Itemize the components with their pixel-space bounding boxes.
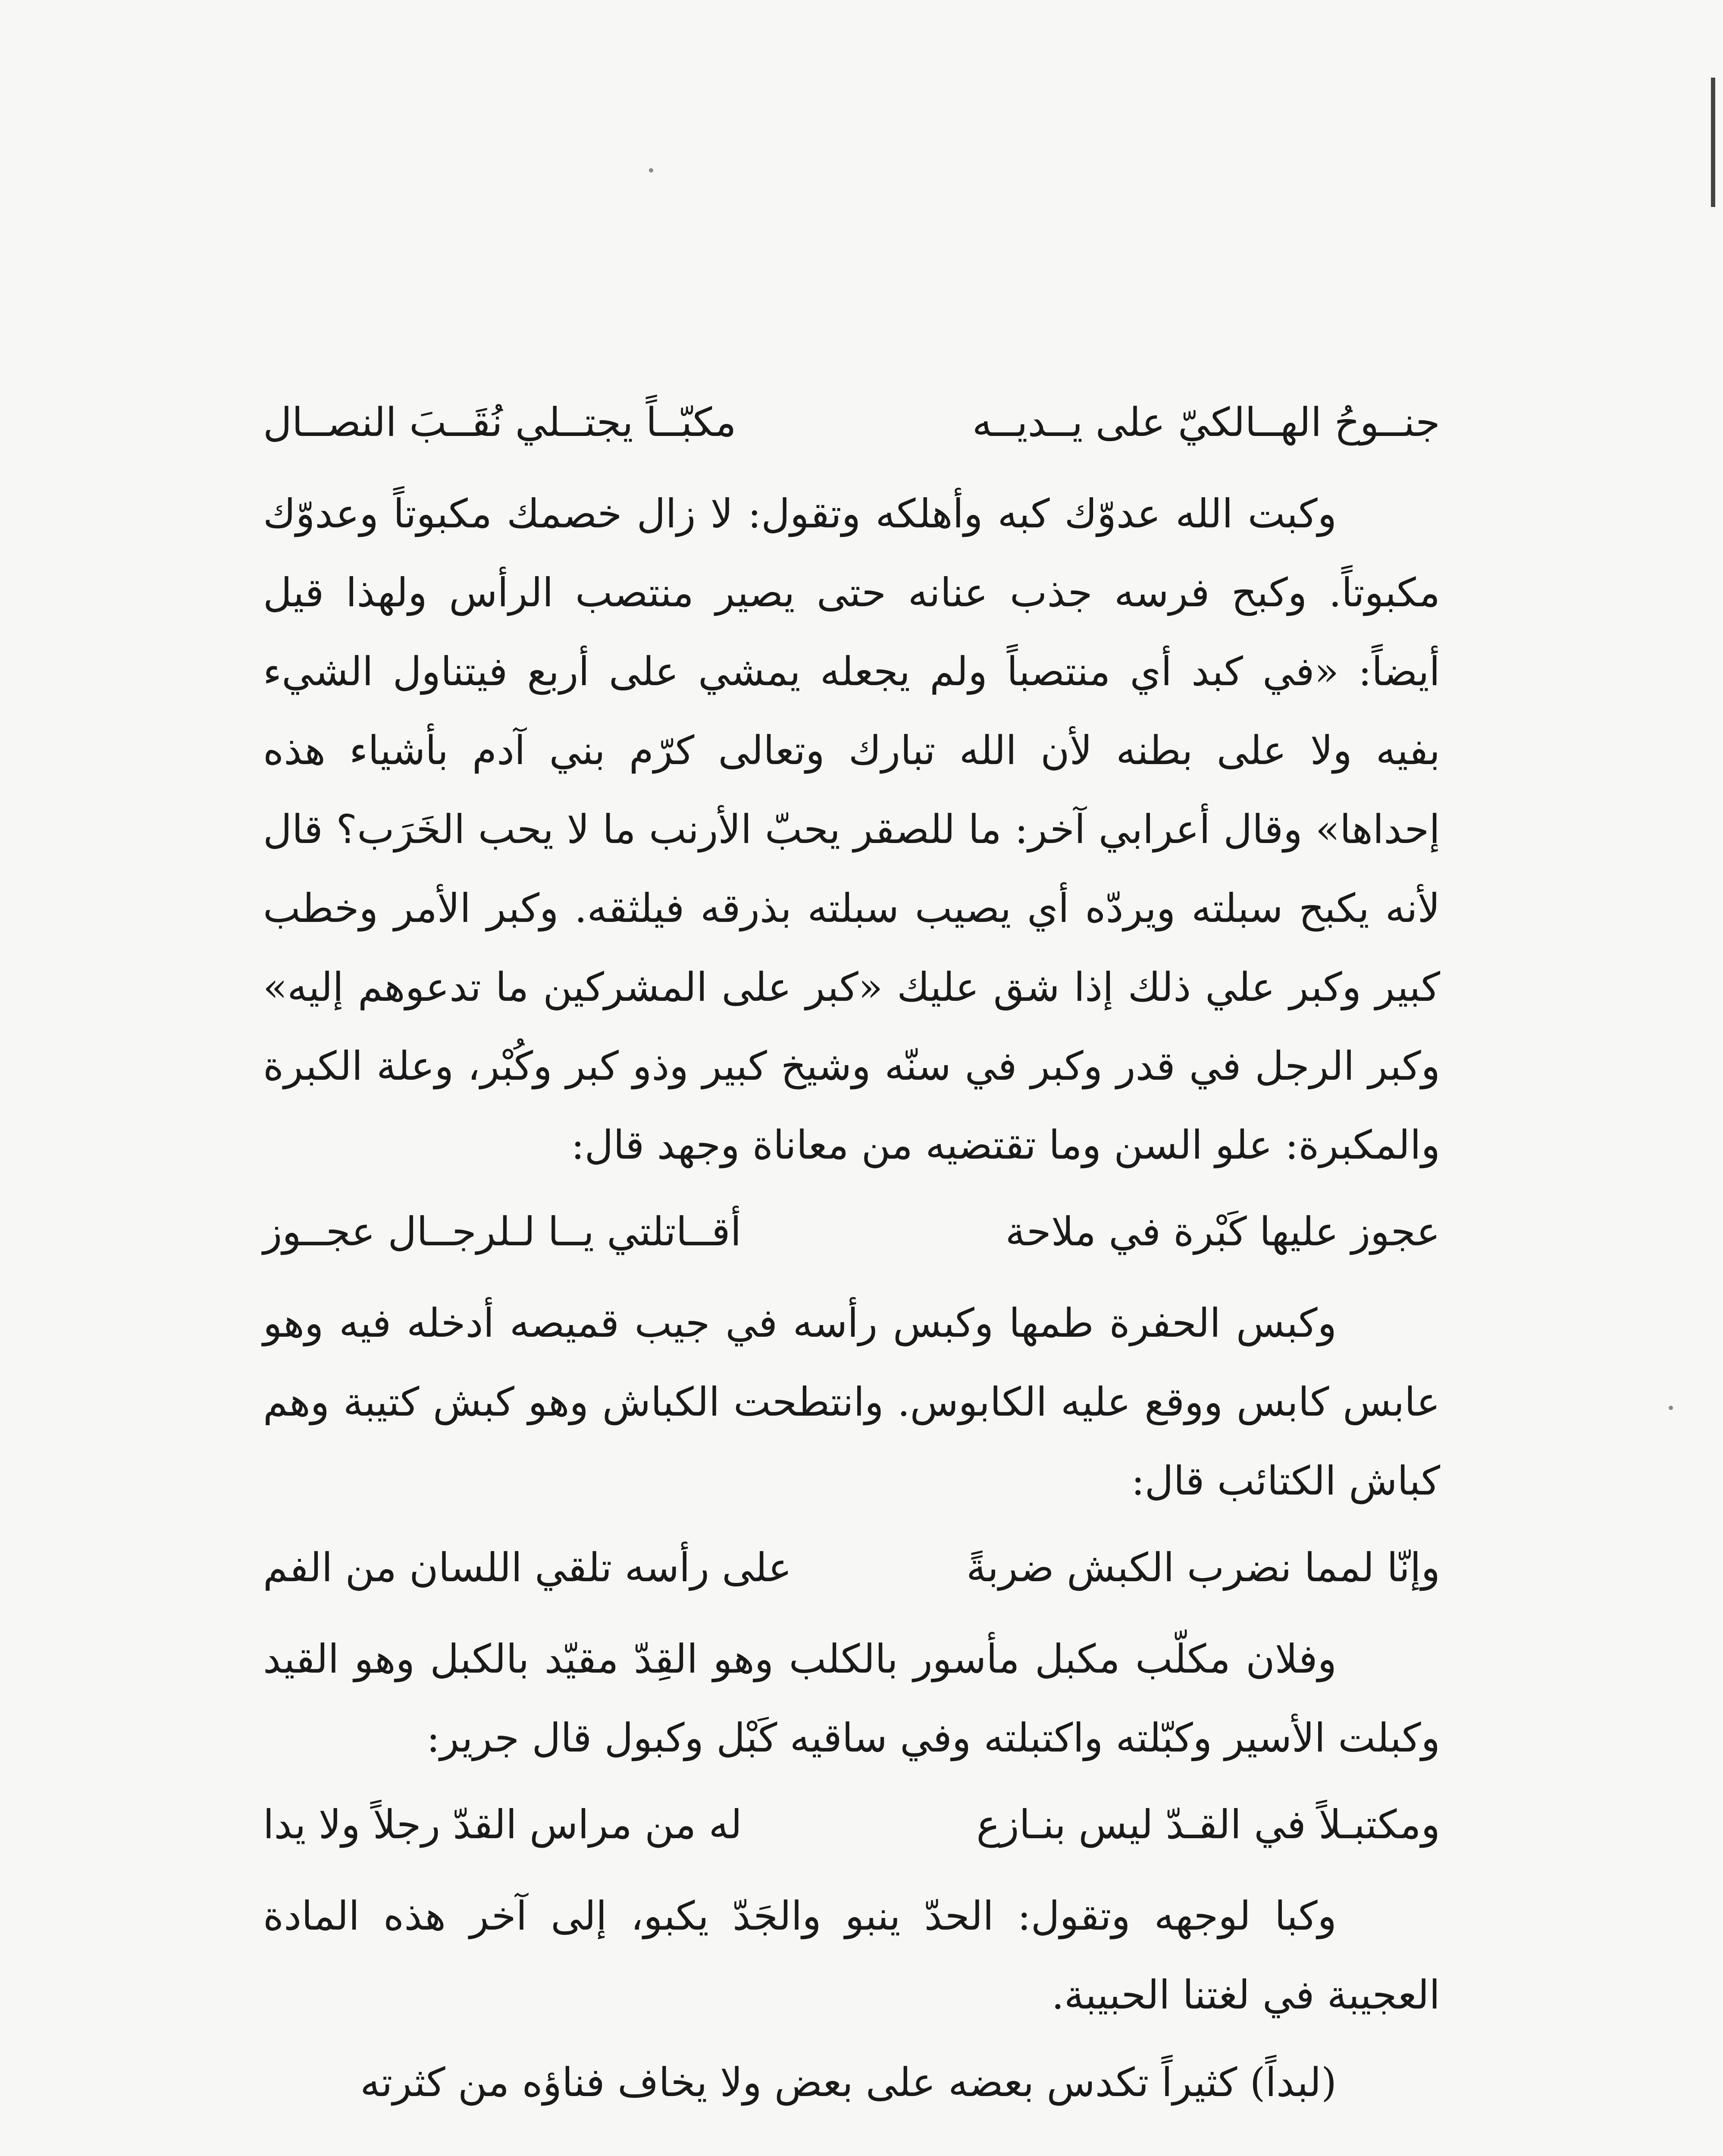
verse-line — [263, 1782, 1440, 1868]
verse-line — [263, 1525, 1440, 1611]
verse-line — [263, 379, 1440, 466]
verse-hemistich-first: عجوز عليها كَبْرة في ملاحة — [1005, 1209, 1440, 1255]
paragraph: وكبا لوجهه وتقول: الحدّ ينبو والجَدّ يكبو، إلى آخر هذه المادة العجيبة في لغتنا الحبيبة. — [263, 1893, 1440, 2018]
verse-hemistich-first: وإنّا لمما نضرب الكبش ضربةً — [966, 1545, 1440, 1591]
verse-hemistich-first: ومكتبـلاً في القـدّ ليس بنـازع — [976, 1802, 1440, 1848]
scan-edge-mark — [1711, 78, 1715, 207]
verse-line — [263, 1189, 1440, 1275]
scan-speck — [649, 168, 653, 172]
verse-hemistich-first: جنــوحُ الهــالكيّ على يــديــه — [972, 399, 1440, 445]
verse-hemistich-second: له من مراس القدّ رجلاً ولا يدا — [263, 1802, 742, 1848]
paragraph: وفلان مكلّب مكبل مأسور بالكلب وهو القِدّ مقيّد بالكبل وهو القيد وكبلت الأسير وكبّلته واكتبلته وفي ساقيه كَبْل وكبول قال جرير: — [263, 1636, 1440, 1761]
verse-hemistich-second: مكبّــاً يجتــلي نُقَــبَ النصــال — [263, 399, 736, 445]
verse-hemistich-second: أقــاتلتي يــا لـلرجــال عجــوز — [263, 1209, 742, 1255]
verse-hemistich-second: على رأسه تلقي اللسان من الفم — [263, 1545, 792, 1591]
paragraph: وكبس الحفرة طمها وكبس رأسه في جيب قميصه أدخله فيه وهو عابس كابس ووقع عليه الكابوس. وانتطحت الكباش وهو كبش كتيبة وهم كباش الكتائب قال: — [263, 1300, 1440, 1504]
body-text — [263, 375, 1440, 2122]
scan-speck — [1669, 1406, 1673, 1410]
paragraph: وكبت الله عدوّك كبه وأهلكه وتقول: لا زال خصمك مكبوتاً وعدوّك مكبوتاً. وكبح فرسه جذب عنانه حتى يصير منتصب الرأس ولهذا قيل أيضاً: «في كبد أي منتصباً ولم يجعله يمشي على أربع فيتناول الشيء بفيه ولا على بطنه لأن الله تبارك وتعالى كرّم بني آدم بأشياء هذه إحداها» وقال أعرابي آخر: ما للصقر يحبّ الأرنب ما لا يحب الخَرَب؟ قال لأنه يكبح سبلته ويردّه أي يصيب سبلته بذرقه فيلثقه. وكبر الأمر وخطب كبير وكبر علي ذلك إذا شق عليك «كبر على المشركين ما تدعوهم إليه» وكبر الرجل في قدر وكبر في سنّه وشيخ كبير وذو كبر وكُبْر، وعلة الكبرة والمكبرة: علو السن وما تقتضيه من معاناة وجهد قال: — [263, 491, 1440, 1168]
paragraph: (لبداً) كثيراً تكدس بعضه على بعض ولا يخاف فناؤه من كثرته — [360, 2059, 1337, 2106]
